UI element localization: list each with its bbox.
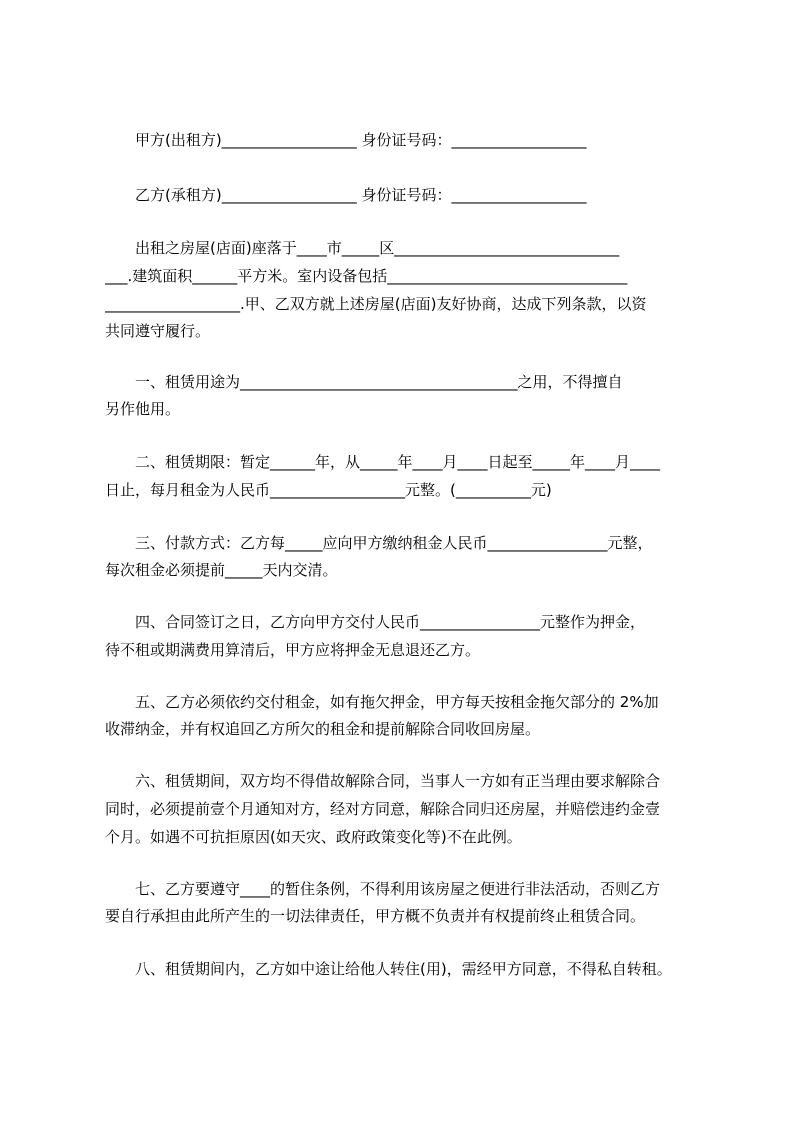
clause-2-line-1: 二、租赁期限：暂定______年，从_____年____月____日起至_____年____月____ <box>105 453 661 471</box>
clause-3-line-1: 三、付款方式：乙方每_____应向甲方缴纳租金人民币________________元整， <box>105 534 653 552</box>
premises-line-4: 共同遵守履行。 <box>105 322 211 340</box>
clause-7-line-2: 要自行承担由此所产生的一切法律责任，甲方概不负责并有权提前终止租赁合同。 <box>105 907 646 925</box>
clause-4-line-1: 四、合同签订之日，乙方向甲方交付人民币________________元整作为押金， <box>105 613 646 631</box>
party-a-line: 甲方(出租方)__________________ 身份证号码：__________________ <box>105 131 587 149</box>
clause-3-line-2: 每次租金必须提前_____天内交清。 <box>105 561 338 579</box>
clause-7-line-1: 七、乙方要遵守____的暂住条例，不得利用该房屋之便进行非法活动，否则乙方 <box>105 880 661 898</box>
clause-6-line-3: 个月。如遇不可抗拒原因(如天灾、政府政策变化等)不在此例。 <box>105 828 522 846</box>
party-b-line: 乙方(承租方)__________________ 身份证号码：__________________ <box>105 186 587 204</box>
clause-4-line-2: 待不租或期满费用算清后，甲方应将押金无息退还乙方。 <box>105 641 481 659</box>
clause-2-line-2: 日止，每月租金为人民币__________________元整。(__________元) <box>105 481 552 499</box>
clause-6-line-1: 六、租赁期间，双方均不得借故解除合同，当事人一方如有正当理由要求解除合 <box>105 772 661 790</box>
premises-line-2: ___.建筑面积______平方米。室内设备包括________________________________ <box>105 267 628 285</box>
clause-5-line-2: 收滞纳金，并有权追回乙方所欠的租金和提前解除合同收回房屋。 <box>105 720 541 738</box>
clause-1-line-2: 另作他用。 <box>105 400 181 418</box>
clause-8-line-1: 八、租赁期间内，乙方如中途让给他人转住(用)，需经甲方同意，不得私自转租。 <box>105 960 672 978</box>
clause-1-line-1: 一、租赁用途为_____________________________________之用，不得擅自 <box>105 373 623 391</box>
premises-line-1: 出租之房屋(店面)座落于____市_____区______________________________ <box>105 239 620 257</box>
clause-5-line-1: 五、乙方必须依约交付租金，如有拖欠押金，甲方每天按租金拖欠部分的 2%加 <box>105 693 659 711</box>
clause-6-line-2: 同时，必须提前壹个月通知对方，经对方同意，解除合同归还房屋，并赔偿违约金壹 <box>105 800 661 818</box>
premises-line-3: __________________.甲、乙双方就上述房屋(店面)友好协商，达成下列条款，以资 <box>105 295 647 313</box>
